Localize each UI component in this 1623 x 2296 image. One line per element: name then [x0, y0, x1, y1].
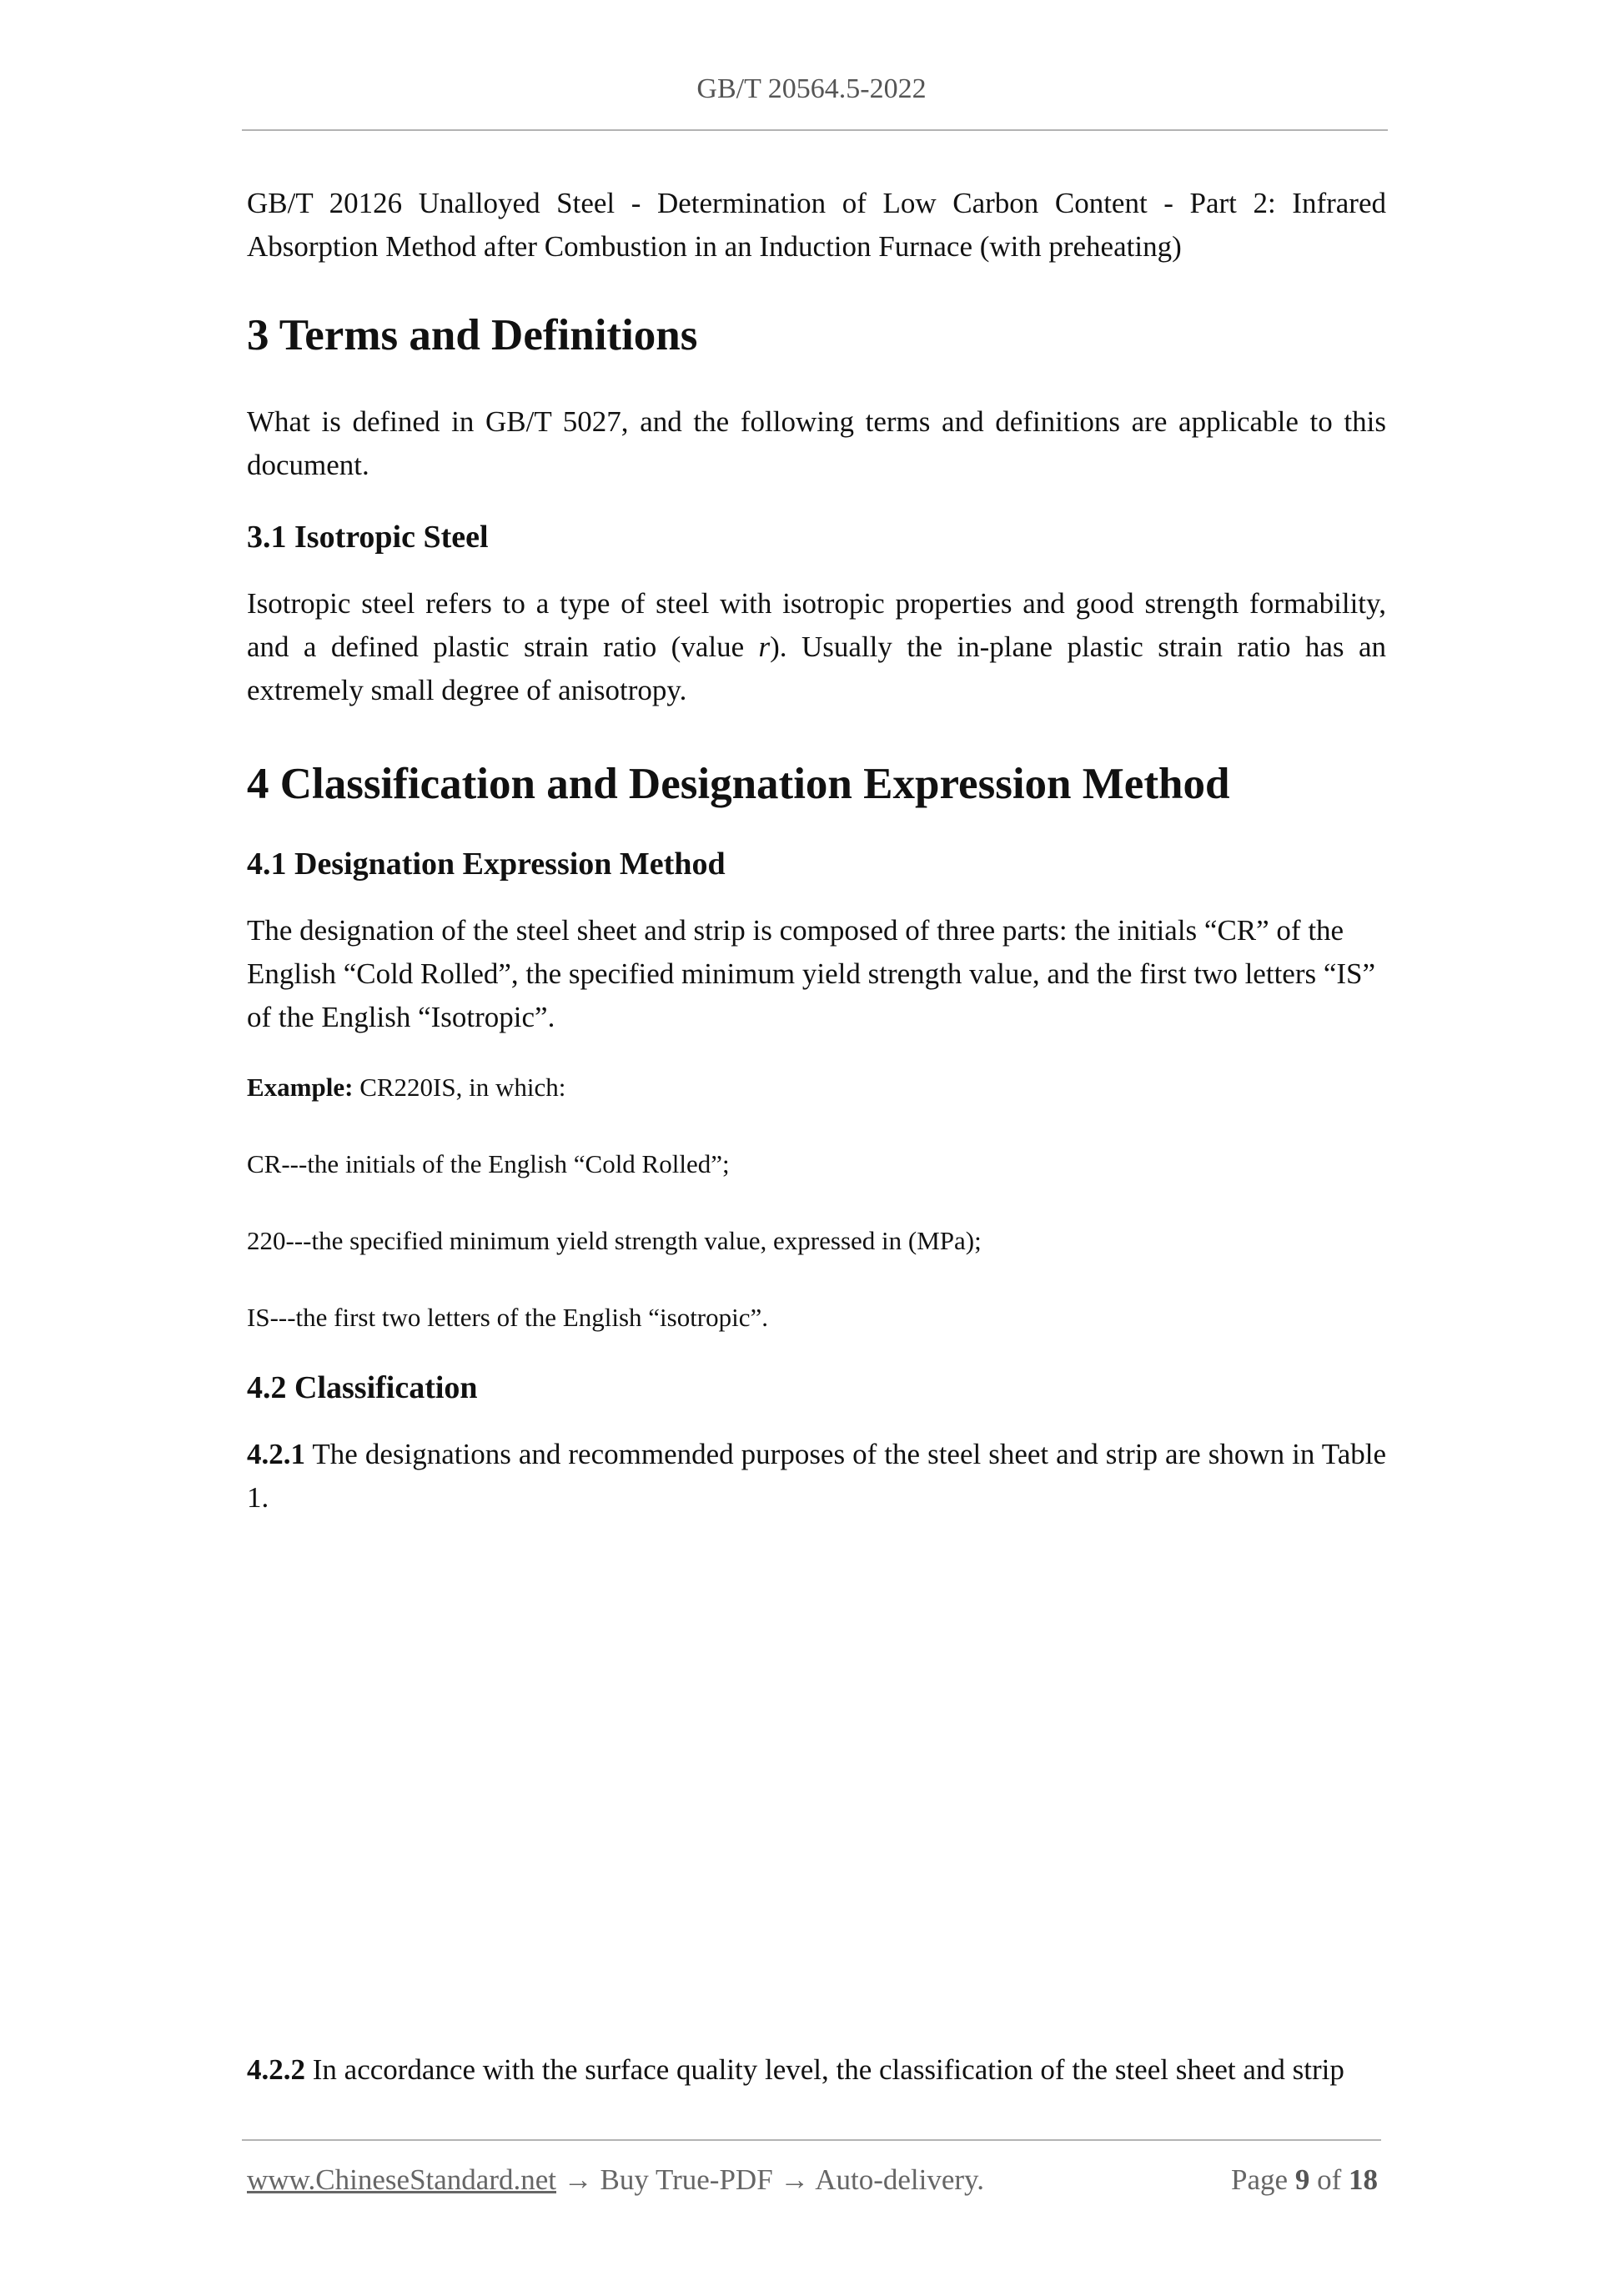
page-label: Page: [1231, 2163, 1295, 2196]
clause-4-1-text: The designation of the steel sheet and strip is composed of three parts: the initials “CR” of the English “Cold Rolled”, the specified minimum yield strength value, and the first two letters “IS” of the English “Isotropic”.: [247, 914, 1376, 1033]
clause-3-1-heading: 3.1 Isotropic Steel: [247, 520, 489, 555]
page-number: [1231, 2163, 1378, 2197]
footer-divider: [242, 2139, 1381, 2141]
clause-4-2-heading: 4.2 Classification: [247, 1370, 478, 1405]
normative-reference-entry: GB/T 20126 Unalloyed Steel - Determination of Low Carbon Content - Part 2: Infrared Absorption Method after Combustion in an Induction Furnace (with preheating): [247, 187, 1386, 263]
clause-4-2-2-number: 4.2.2: [247, 2053, 305, 2086]
example-item-220: 220---the specified minimum yield strength value, expressed in (MPa);: [247, 1226, 982, 1255]
page-header-doc-id: GB/T 20564.5-2022: [696, 73, 927, 104]
page-current: 9: [1294, 2163, 1310, 2196]
page-total: 18: [1349, 2163, 1378, 2196]
clause-4-2-2-body: In accordance with the surface quality level, the classification of the steel sheet and strip: [305, 2053, 1344, 2086]
example-item-cr: CR---the initials of the English “Cold Rolled”;: [247, 1149, 730, 1178]
example-line: [247, 1071, 1386, 1104]
variable-r: r: [758, 631, 771, 663]
definition-text-end: ). Usually the in-plane plastic strain ratio has an extremely small degree of anisotropy.: [247, 631, 1386, 706]
clause-4-2-2-text: [247, 2048, 1414, 2092]
promo-text: → Buy True-PDF → Auto-delivery.: [556, 2163, 985, 2196]
section-3-intro: What is defined in GB/T 5027, and the following terms and definitions are applicable to this document.: [247, 405, 1386, 481]
footer-promo: [247, 2163, 984, 2197]
clause-3-1-definition: [247, 582, 1386, 712]
section-3-heading: 3 Terms and Definitions: [247, 311, 698, 359]
section-4-heading: 4 Classification and Designation Expression Method: [247, 760, 1230, 808]
clause-4-2-1-text: [247, 1433, 1386, 1520]
example-item-is: IS---the first two letters of the English “isotropic”.: [247, 1303, 769, 1332]
clause-4-2-1-number: 4.2.1: [247, 1438, 305, 1470]
example-label: Example:: [247, 1073, 354, 1102]
clause-4-2-1-body: The designations and recommended purposes of the steel sheet and strip are shown in Table 1.: [247, 1438, 1386, 1514]
document-body: [247, 182, 1386, 1520]
site-link[interactable]: www.ChineseStandard.net: [247, 2163, 556, 2196]
definition-text-start: Isotropic steel refers to a type of steel with isotropic properties and good strength formability, and a defined plastic strain ratio (value: [247, 587, 1386, 663]
header-divider: [242, 129, 1388, 131]
clause-4-1-heading: 4.1 Designation Expression Method: [247, 847, 726, 882]
example-text: CR220IS, in which:: [353, 1073, 566, 1102]
clause-4-2-2-container: [247, 2048, 1414, 2092]
page-of-label: of: [1309, 2163, 1349, 2196]
